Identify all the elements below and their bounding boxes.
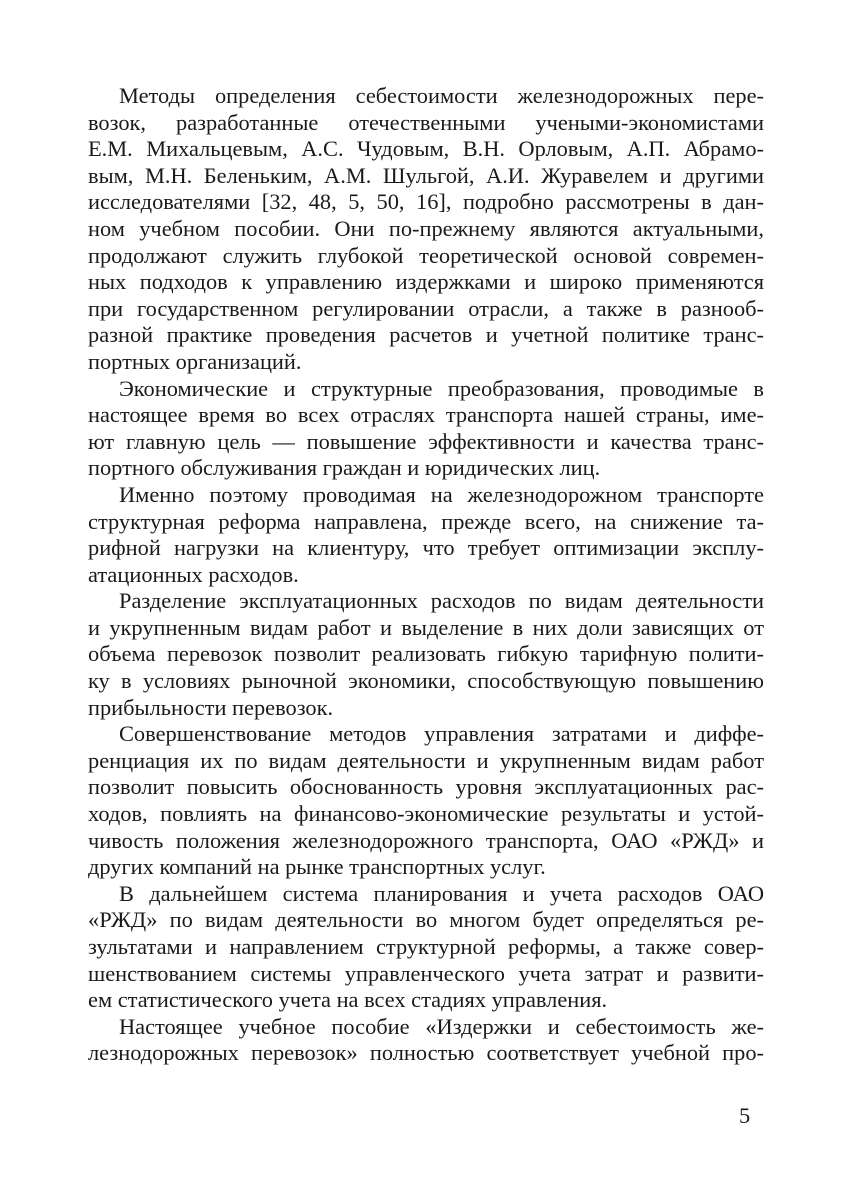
text-line-content: Разделение эксплуатационных расходов по видам деятельности — [119, 588, 764, 614]
text-line-content: объема перевозок позволит реализовать гибкую тарифную полити- — [88, 641, 764, 667]
page-body — [88, 83, 764, 1067]
text-line — [88, 588, 764, 615]
text-line — [88, 376, 764, 403]
text-line — [88, 509, 764, 536]
text-line-content: ем статистического учета на всех стадиях управления. — [88, 987, 608, 1013]
text-line — [88, 349, 764, 376]
paragraph — [88, 83, 764, 376]
text-line — [88, 455, 764, 482]
text-line-content: чивость положения железнодорожного транспорта, ОАО «РЖД» и — [88, 827, 764, 853]
text-line-content: прибыльности перевозок. — [88, 694, 334, 720]
text-line-content: рифной нагрузки на клиентуру, что требует оптимизации эксплу- — [88, 535, 764, 561]
paragraph — [88, 376, 764, 482]
text-line — [88, 269, 764, 296]
paragraph — [88, 588, 764, 721]
text-line — [88, 881, 764, 908]
text-line-content: Настоящее учебное пособие «Издержки и себестоимость же- — [119, 1013, 764, 1039]
text-line — [88, 216, 764, 243]
text-line — [88, 163, 764, 190]
paragraph — [88, 721, 764, 881]
text-line-content: структурная реформа направлена, прежде всего, на снижение та- — [88, 508, 764, 534]
text-line-content: ных подходов к управлению издержками и широко применяются — [88, 269, 764, 295]
text-line-content: ном учебном пособии. Они по-прежнему являются актуальными, — [88, 215, 764, 241]
text-line-content: Е.М. Михальцевым, А.С. Чудовым, В.Н. Орловым, А.П. Абрамо- — [88, 136, 764, 162]
text-line-content: продолжают служить глубокой теоретической основой современ- — [88, 242, 764, 268]
text-line — [88, 668, 764, 695]
text-line-content: ренциация их по видам деятельности и укрупненным видам работ — [88, 747, 764, 773]
text-line-content: зультатами и направлением структурной реформы, а также совер- — [88, 934, 764, 959]
text-line — [88, 136, 764, 163]
text-line — [88, 243, 764, 270]
text-line-content: портного обслуживания граждан и юридических лиц. — [88, 455, 601, 481]
text-line — [88, 748, 764, 775]
text-line-content: Именно поэтому проводимая на железнодорожном транспорте — [119, 481, 764, 507]
text-line-content: исследователями [32, 48, 5, 50, 16], подробно рассмотрены в дан- — [88, 189, 764, 215]
text-line-content: и укрупненным видам работ и выделение в них доли зависящих от — [88, 614, 764, 640]
text-line — [88, 721, 764, 748]
text-line — [88, 1014, 764, 1041]
text-line — [88, 828, 764, 855]
text-line-content: лезнодорожных перевозок» полностью соответствует учебной про- — [88, 1040, 764, 1066]
text-line-content: ют главную цель — повышение эффективности и качества транс- — [88, 428, 764, 454]
text-line-content: других компаний на рынке транспортных услуг. — [88, 854, 546, 880]
text-line — [88, 429, 764, 456]
text-line-content: ку в условиях рыночной экономики, способствующую повышению — [88, 668, 764, 694]
text-line — [88, 801, 764, 828]
text-line — [88, 110, 764, 137]
text-line — [88, 296, 764, 323]
text-line-content: возок, разработанные отечественными учеными-экономистами — [88, 109, 764, 135]
text-line — [88, 934, 764, 961]
text-line — [88, 1040, 764, 1067]
text-line-content: ходов, повлиять на финансово-экономические результаты и устой- — [88, 801, 764, 827]
text-line-content: «РЖД» по видам деятельности во многом будет определяться ре- — [88, 907, 764, 933]
text-line-content: В дальнейшем система планирования и учета расходов ОАО — [119, 880, 764, 906]
paragraph — [88, 1014, 764, 1067]
text-line-content: Совершенствование методов управления затратами и диффе- — [119, 721, 764, 747]
paragraph — [88, 881, 764, 1014]
text-line — [88, 562, 764, 589]
text-line-content: позволит повысить обоснованность уровня эксплуатационных рас- — [88, 774, 764, 800]
text-line — [88, 322, 764, 349]
text-line — [88, 854, 764, 881]
text-line-content: шенствованием системы управленческого учета затрат и развити- — [88, 960, 764, 986]
text-line — [88, 695, 764, 722]
text-line-content: разной практике проведения расчетов и учетной политике транс- — [88, 322, 764, 348]
text-line-content: портных организаций. — [88, 348, 302, 374]
text-line — [88, 402, 764, 429]
page-number: 5 — [739, 1103, 751, 1128]
text-line — [88, 535, 764, 562]
text-line-content: Экономические и структурные преобразования, проводимые в — [119, 375, 764, 401]
text-line — [88, 987, 764, 1014]
text-line — [88, 615, 764, 642]
text-line — [88, 189, 764, 216]
text-line — [88, 774, 764, 801]
text-line-content: Методы определения себестоимости железнодорожных пере- — [119, 83, 764, 108]
text-line — [88, 961, 764, 988]
text-line — [88, 482, 764, 509]
text-line-content: вым, М.Н. Беленьким, А.М. Шульгой, А.И. Журавелем и другими — [88, 162, 764, 188]
text-line-content: при государственном регулировании отрасли, а также в разнооб- — [88, 295, 764, 321]
text-line-content: настоящее время во всех отраслях транспорта нашей страны, име- — [88, 402, 764, 428]
text-line — [88, 83, 764, 110]
paragraph — [88, 482, 764, 588]
text-line — [88, 907, 764, 934]
text-line-content: атационных расходов. — [88, 561, 299, 587]
text-line — [88, 641, 764, 668]
